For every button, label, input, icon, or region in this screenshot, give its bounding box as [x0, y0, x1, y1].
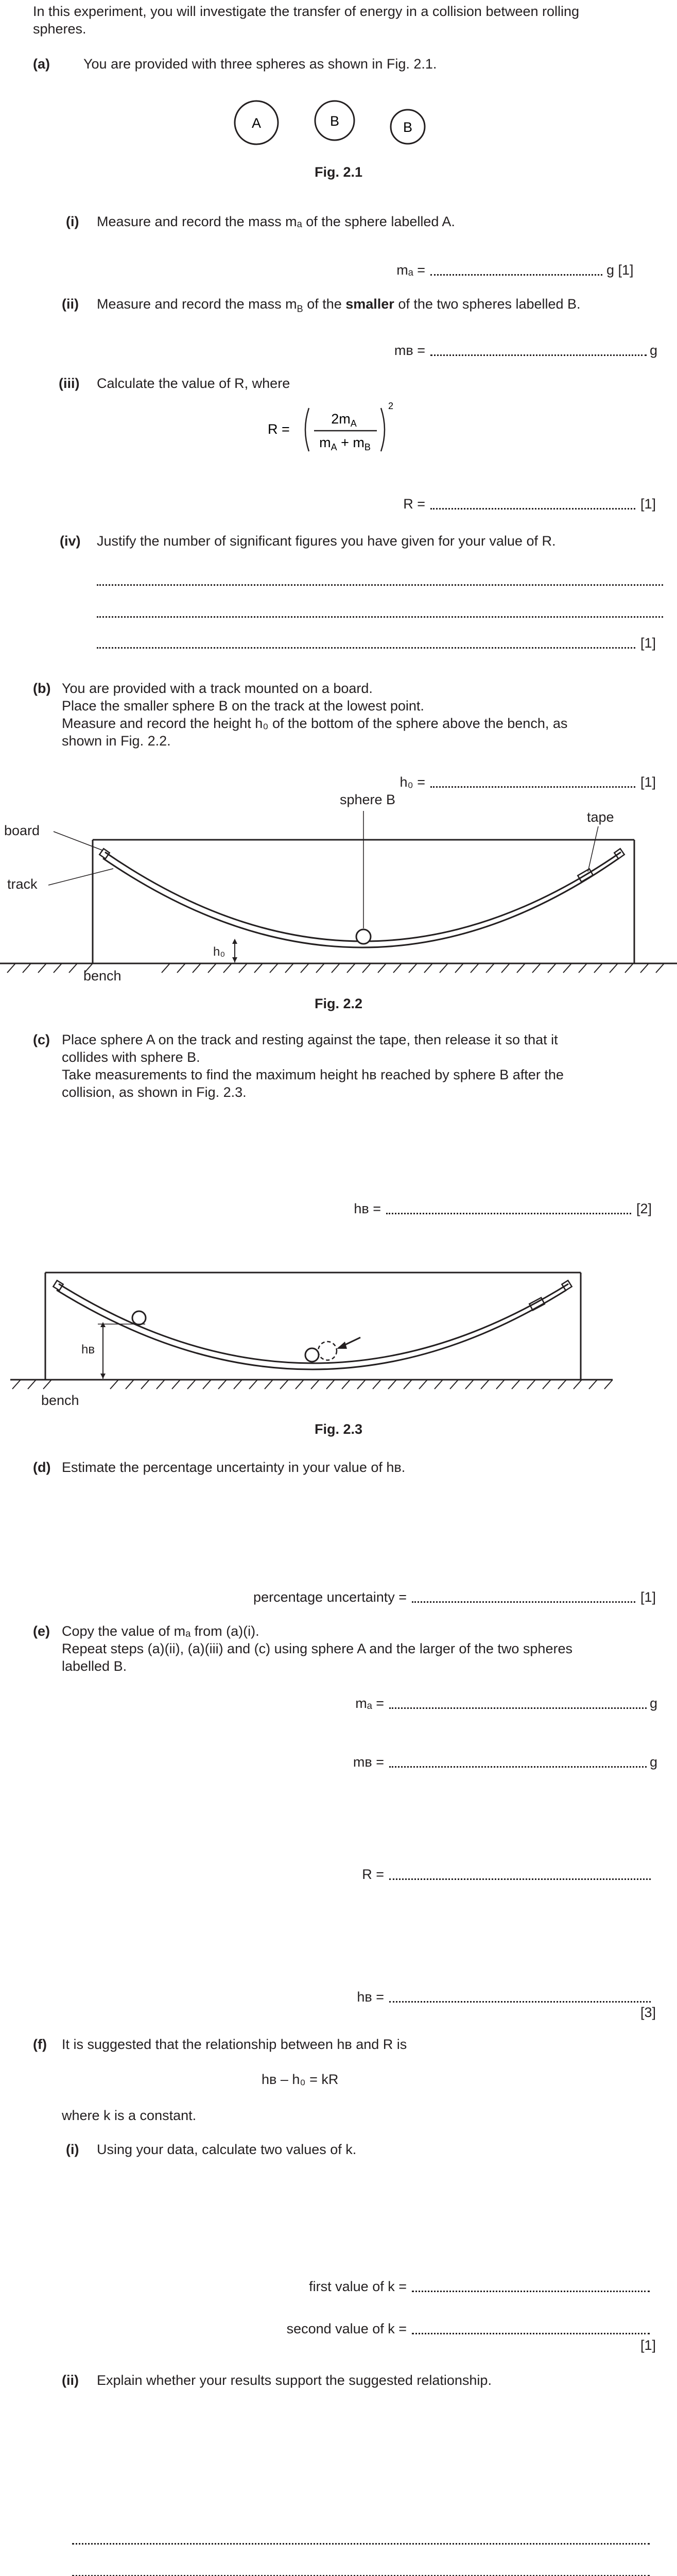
label-sphere-b: sphere B	[340, 792, 396, 807]
part-a-text: You are provided with three spheres as shown in Fig. 2.1.	[83, 56, 437, 72]
fig-2-2-diagram	[0, 809, 677, 984]
sphere-a-label: A	[251, 115, 262, 131]
e-ma-line[interactable]	[389, 1707, 647, 1709]
e-mb-label: mʙ =	[353, 1754, 384, 1770]
e-hb-line[interactable]	[389, 2001, 651, 2003]
part-a-number: (a)	[33, 56, 50, 72]
part-a-ii-text: Measure and record the mass $m_B$ of the smaller of the two spheres labelled B.	[97, 296, 581, 314]
label-track: track	[7, 876, 38, 892]
label-hb: hʙ	[81, 1343, 95, 1357]
r-label: R =	[403, 496, 425, 512]
part-b-line-2: Place the smaller sphere B on the track at the lowest point.	[62, 698, 424, 714]
ma-answer-line[interactable]	[430, 274, 602, 276]
part-b-line-4: shown in Fig. 2.2.	[62, 733, 171, 749]
part-d-number: (d)	[33, 1460, 51, 1475]
mb-unit: g	[650, 343, 658, 358]
fig-2-1-caption: Fig. 2.1	[314, 164, 363, 180]
track-upper	[105, 852, 621, 941]
intro-line-1: In this experiment, you will investigate the transfer of energy in a collision between rolling	[33, 4, 580, 19]
label-bench-2: bench	[41, 1393, 79, 1408]
e-r-label: R =	[362, 1867, 384, 1882]
part-f-number: (f)	[33, 2037, 47, 2052]
sphere-b-on-track	[356, 929, 371, 944]
r-mark: [1]	[640, 496, 656, 512]
sphere-a-at-bottom	[318, 1342, 337, 1360]
h0-label: h₀ =	[400, 774, 425, 790]
e-mb-line[interactable]	[389, 1766, 647, 1768]
part-a-iv-number: (iv)	[60, 533, 81, 549]
e-ma-label: mₐ =	[355, 1696, 384, 1711]
svg-text:mA + mB: $m_A + m_B$	[319, 435, 371, 452]
part-b-line-3: Measure and record the height h₀ of the bottom of the sphere above the bench, as	[62, 716, 568, 731]
first-k-line[interactable]	[412, 2291, 650, 2292]
second-k-label: second value of k =	[286, 2321, 407, 2336]
part-f-i-number: (i)	[66, 2142, 79, 2157]
part-e-number: (e)	[33, 1623, 50, 1639]
part-b-number: (b)	[33, 681, 51, 696]
iv-line-2[interactable]	[97, 616, 663, 618]
pct-uncertainty-mark: [1]	[640, 1589, 656, 1605]
part-a-iii-text: Calculate the value of R, where	[97, 376, 290, 391]
part-f-equation: hʙ – h₀ = kR	[262, 2072, 339, 2087]
part-e-line-3: labelled B.	[62, 1658, 127, 1674]
ma-label: mₐ =	[396, 262, 425, 278]
first-k-label: first value of k =	[309, 2279, 407, 2294]
ma-unit-mark: g [1]	[606, 262, 634, 278]
iv-line-1[interactable]	[97, 584, 663, 586]
label-board: board	[4, 823, 40, 838]
fig-2-2-caption: Fig. 2.2	[314, 996, 363, 1011]
f-i-mark: [1]	[640, 2337, 656, 2353]
part-f-ii-number: (ii)	[62, 2372, 79, 2388]
e-mark: [3]	[640, 2005, 656, 2020]
part-e-line-2: Repeat steps (a)(ii), (a)(iii) and (c) using sphere A and the larger of the two spheres	[62, 1641, 572, 1656]
part-f-where: where k is a constant.	[62, 2108, 197, 2123]
pct-uncertainty-label: percentage uncertainty =	[253, 1589, 407, 1605]
mb-label: mʙ =	[394, 343, 425, 358]
h0-answer-line[interactable]	[430, 786, 635, 788]
e-hb-label: hʙ =	[357, 1989, 384, 2005]
svg-text:2mA: $2m_A$	[331, 411, 357, 429]
part-c-number: (c)	[33, 1032, 50, 1047]
sphere-b-large-label: B	[329, 113, 340, 129]
hb-c-mark: [2]	[636, 1201, 652, 1216]
label-tape: tape	[587, 809, 614, 825]
part-a-i-number: (i)	[66, 214, 79, 229]
part-a-ii-number: (ii)	[62, 296, 79, 312]
label-bench: bench	[83, 968, 121, 984]
sphere-b-raised	[132, 1311, 146, 1325]
part-c-line-2: collides with sphere B.	[62, 1049, 200, 1065]
e-r-line[interactable]	[389, 1878, 651, 1880]
svg-text:R =: R =	[268, 421, 290, 437]
part-d-text: Estimate the percentage uncertainty in your value of hʙ.	[62, 1460, 406, 1475]
fig-2-3-caption: Fig. 2.3	[314, 1421, 363, 1437]
label-h0: h₀	[213, 945, 225, 959]
part-a-iii-number: (iii)	[59, 376, 80, 391]
r-formula	[268, 394, 432, 461]
hb-c-label: hʙ =	[354, 1201, 381, 1216]
part-a-iv-text: Justify the number of significant figures you have given for your value of R.	[97, 533, 556, 549]
sphere-b-at-bottom	[305, 1348, 319, 1362]
hb-c-answer-line[interactable]	[386, 1213, 631, 1214]
fig-2-3-diagram	[0, 1247, 677, 1401]
part-b-line-1: You are provided with a track mounted on a board.	[62, 681, 373, 696]
iv-mark: [1]	[640, 635, 656, 651]
second-k-line[interactable]	[412, 2333, 650, 2334]
pct-uncertainty-line[interactable]	[412, 1601, 635, 1603]
sphere-b-small-label: B	[403, 120, 413, 135]
part-f-ii-text: Explain whether your results support the suggested relationship.	[97, 2372, 492, 2388]
fig-2-1-spheres	[216, 97, 453, 154]
iv-line-3[interactable]	[97, 647, 635, 649]
part-f-text: It is suggested that the relationship between hʙ and R is	[62, 2037, 407, 2052]
r-answer-line[interactable]	[430, 508, 635, 510]
part-f-i-text: Using your data, calculate two values of k.	[97, 2142, 357, 2157]
part-e-line-1: Copy the value of mₐ from (a)(i).	[62, 1623, 259, 1639]
h0-mark: [1]	[640, 774, 656, 790]
intro-line-2: spheres.	[33, 21, 86, 37]
part-c-line-3: Take measurements to find the maximum height hʙ reached by sphere B after the	[62, 1067, 564, 1082]
part-c-line-1: Place sphere A on the track and resting against the tape, then release it so that it	[62, 1032, 558, 1047]
part-c-line-4: collision, as shown in Fig. 2.3.	[62, 1084, 247, 1100]
f-ii-line-1[interactable]	[72, 2543, 650, 2545]
e-mb-unit: g	[650, 1754, 658, 1770]
mb-answer-line[interactable]	[430, 354, 647, 356]
svg-text:2: 2	[388, 401, 394, 411]
part-a-i-text: Measure and record the mass mₐ of the sphere labelled A.	[97, 214, 455, 229]
e-ma-unit: g	[650, 1696, 658, 1711]
